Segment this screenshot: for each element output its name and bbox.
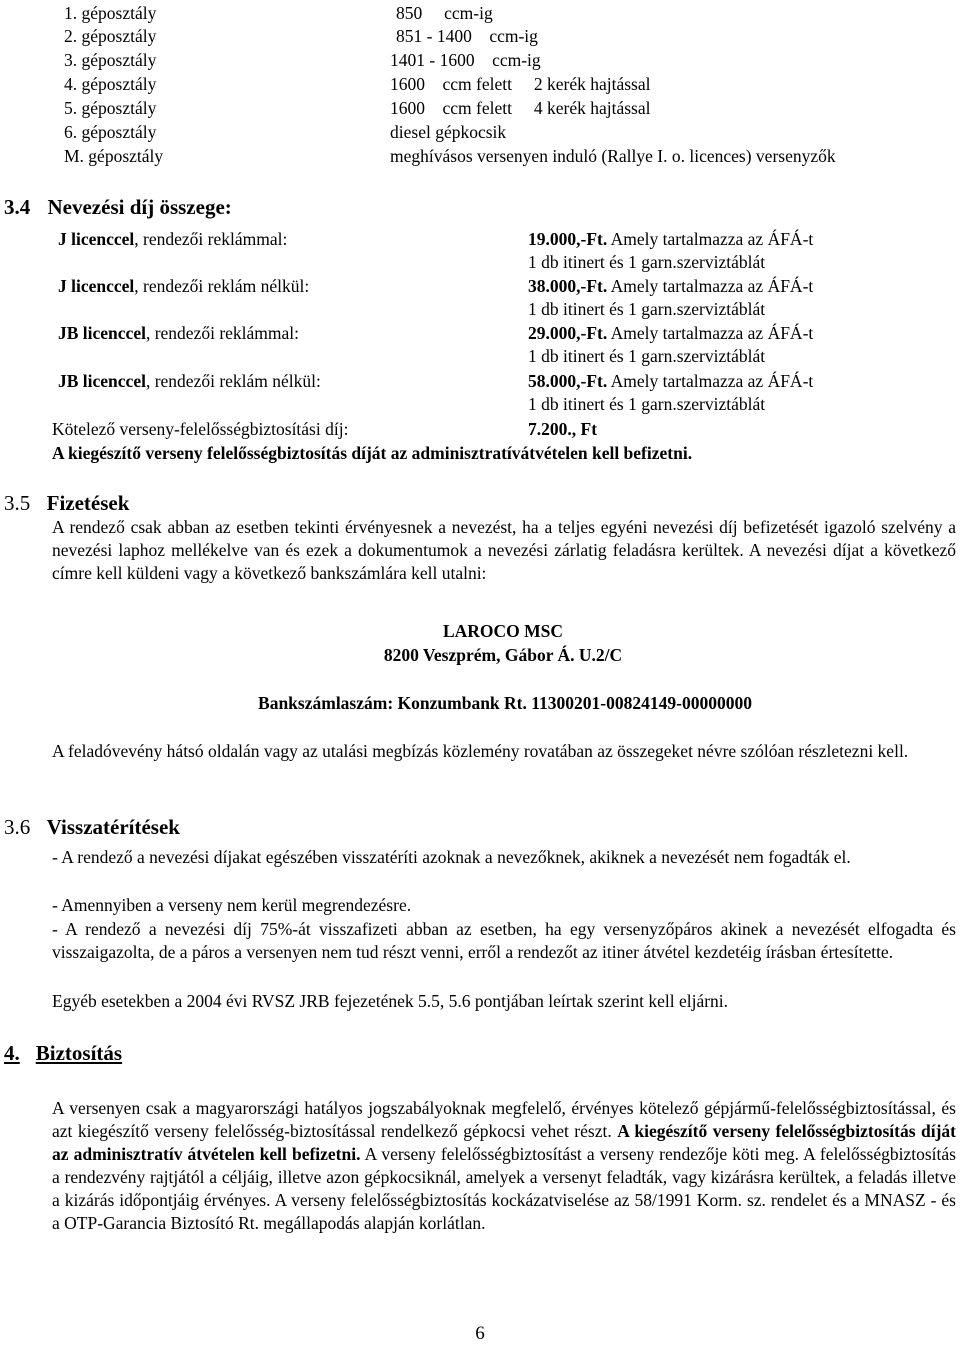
bank-account: Bankszámlaszám: Konzumbank Rt. 11300201-00824149-00000000 — [258, 693, 752, 713]
section-title: Biztosítás — [35, 1041, 123, 1065]
payment-note: A feladóvevény hátsó oldalán vagy az utalási megbízás közlemény rovatában az összegeket névre szólóan részletezni kell. — [52, 741, 909, 761]
class-value: 851 - 1400 ccm-ig — [396, 26, 538, 46]
fee-amount: 29.000,-Ft. Amely tartalmazza az ÁFÁ-t — [528, 323, 814, 343]
section-number: 4. — [4, 1041, 20, 1065]
fee-label: JB licenccel, rendezői reklámmal: — [58, 323, 300, 343]
class-value: 850 ccm-ig — [396, 3, 493, 23]
class-value: 1600 ccm felett 4 kerék hajtással — [390, 98, 651, 118]
supplement-note: A kiegészítő verseny felelősségbiztosítás díját az adminisztratívátvételen kell befizetni. — [52, 443, 693, 463]
refund-item: - Amennyiben a verseny nem kerül megrendezésre. — [52, 895, 412, 915]
organizer-name: LAROCO MSC — [442, 621, 564, 641]
organizer-address: 8200 Veszprém, Gábor Á. U.2/C — [383, 645, 623, 665]
fee-label: J licenccel, rendezői reklám nélkül: — [58, 276, 310, 296]
fee-label: JB licenccel, rendezői reklám nélkül: — [58, 371, 321, 391]
fee-note: 1 db itinert és 1 garn.szerviztáblát — [528, 299, 766, 319]
refund-item: - A rendező a nevezési díj 75%-át visszafizeti abban az esetben, ha egy versenyzőpáros akinek a nevezését elfogadta és visszaigazolta, de a páros a versenyen nem tud részt venni, erről a rendezőt az itiner átvétel kezdetéig írásban értesítette. — [52, 919, 956, 962]
fee-amount: 38.000,-Ft. Amely tartalmazza az ÁFÁ-t — [528, 276, 814, 296]
class-name: 1. géposztály — [64, 3, 157, 23]
class-value: meghívásos versenyen induló (Rallye I. o. licences) versenyzők — [390, 146, 836, 166]
payment-paragraph: A rendező csak abban az esetben tekinti érvényesnek a nevezést, ha a teljes egyéni nevezési díj befizetését igazoló szelvény a nevezési laphoz mellékelve van és ezek a dokumentumok a nevezési zárlatig feladásra kerültek. A nevezési díjat a következő címre kell küldeni vagy a következő bankszámlára kell utalni: — [52, 517, 956, 583]
class-name: 5. géposztály — [64, 98, 157, 118]
class-name: 6. géposztály — [64, 122, 157, 142]
class-value: 1401 - 1600 ccm-ig — [390, 50, 541, 70]
section-heading — [4, 492, 129, 516]
insurance-paragraph: A versenyen csak a magyarországi hatályos jogszabályoknak megfelelő, érvényes kötelező gépjármű-felelősségbiztosítással, és azt kiegészítő verseny felelősség-biztosítással rendelkező gépkocsi vehet részt. A kiegészítő verseny felelősségbiztosítás díját az adminisztratív átvételen kell befizetni. A verseny felelősségbiztosítást a verseny rendezője köti meg. A felelősségbiztosítás a rendezvény rajtjától a céljáig, illetve azon gépkocsiknál, amelyek a versenyt feladták, vagy kizárásra kerültek, a feladás illetve a kizárás időpontjáig érvényes. A verseny felelősségbiztosítás kockázatviselése az 58/1991 Korm. sz. rendelet és a MNASZ - és a OTP-Garancia Biztosító Rt. megállapodás alapján korlátlan. — [52, 1098, 956, 1233]
refund-item: Egyéb esetekben a 2004 évi RVSZ JRB fejezetének 5.5, 5.6 pontjában leírtak szerint kell eljárni. — [52, 991, 729, 1011]
class-name: 4. géposztály — [64, 74, 157, 94]
class-name: 2. géposztály — [64, 26, 157, 46]
class-name: M. géposztály — [64, 146, 164, 166]
fee-note: 1 db itinert és 1 garn.szerviztáblát — [528, 394, 766, 414]
section-heading — [4, 816, 180, 840]
class-value: 1600 ccm felett 2 kerék hajtással — [390, 74, 651, 94]
section-number: 3.6 — [4, 815, 31, 839]
fee-amount: 58.000,-Ft. Amely tartalmazza az ÁFÁ-t — [528, 371, 814, 391]
class-name: 3. géposztály — [64, 50, 157, 70]
section-heading — [4, 196, 232, 219]
section-title: Fizetések — [46, 491, 130, 515]
page-number: 6 — [475, 1323, 485, 1344]
fee-amount: 19.000,-Ft. Amely tartalmazza az ÁFÁ-t — [528, 229, 814, 249]
fee-label: J licenccel, rendezői reklámmal: — [58, 229, 288, 249]
section-heading — [4, 1042, 122, 1066]
fee-note: 1 db itinert és 1 garn.szerviztáblát — [528, 252, 766, 272]
section-number: 3.4 — [4, 195, 31, 219]
refund-item: - A rendező a nevezési díjakat egészében visszatéríti azoknak a nevezőknek, akiknek a nevezését nem fogadták el. — [52, 847, 851, 867]
section-title: Nevezési díj összege: — [47, 195, 232, 219]
fee-note: 1 db itinert és 1 garn.szerviztáblát — [528, 346, 766, 366]
section-number: 3.5 — [4, 491, 31, 515]
class-value: diesel gépkocsik — [390, 122, 507, 142]
insurance-fee-label: Kötelező verseny-felelősségbiztosítási díj: — [52, 419, 349, 439]
insurance-fee-amount: 7.200., Ft — [528, 419, 598, 439]
section-title: Visszatérítések — [46, 815, 180, 839]
